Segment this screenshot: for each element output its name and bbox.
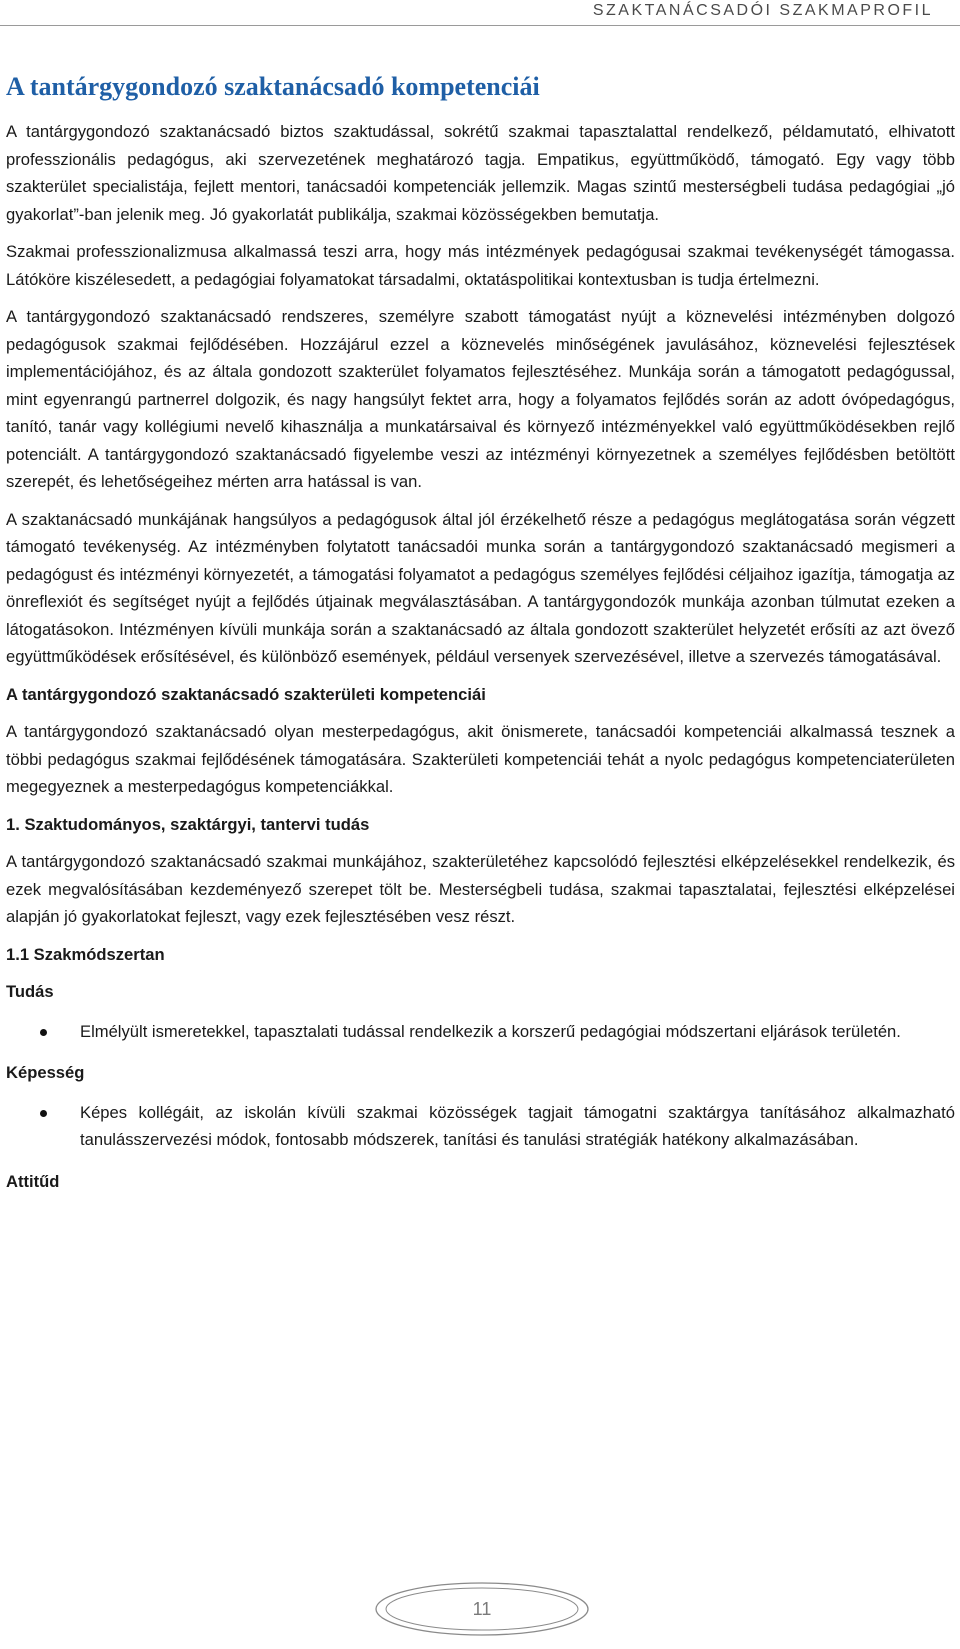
page-footer [372, 1580, 592, 1638]
bullet-icon [40, 1029, 47, 1036]
page-number: 11 [472, 1599, 492, 1619]
subsection-heading: 1. Szaktudományos, szaktárgyi, tantervi tudás [6, 814, 370, 834]
list-item-text: Elmélyült ismeretekkel, tapasztalati tudással rendelkezik a korszerű pedagógiai módszertani eljárások területén. [80, 1021, 901, 1041]
knowledge-list [6, 1018, 955, 1046]
bullet-icon [40, 1110, 47, 1117]
paragraph-support: A tantárgygondozó szaktanácsadó rendszeres, személyre szabott támogatást nyújt a köznevelési intézményben dolgozó pedagógusok szakmai fejlődésében. Hozzájárul ezzel a köznevelés minőségének javulásához, köznevelési fejlesztések implementációjához, és az általa gondozott szakterület folyamatos fejlesztéséhez. Munkája során a támogatott pedagógussal, mint egyenrangú partnerrel dolgozik, és nagy hangsúlyt fektet arra, hogy a folyamatos fejlődés során az adott óvópedagógus, tanító, tanár vagy kollégiumi nevelő kihasználja a munkatársaival és környező intézményekkel való együttműködésekben rejlő potenciált. A tantárgygondozó szaktanácsadó figyelembe veszi az intézményi környezetnek a személyes fejlődésben betöltött szerepét, és lehetőségeihez mérten arra hatással is van. [6, 307, 955, 491]
paragraph-professionalism: Szakmai professzionalizmusa alkalmassá teszi arra, hogy más intézmények pedagógusai szakmai tevékenységét támogassa. Látóköre kiszélesedett, a pedagógiai folyamatokat társadalmi, oktatáspolitikai kontextusban is tudja értelmezni. [6, 242, 955, 289]
subsubsection-heading: 1.1 Szakmódszertan [6, 944, 165, 964]
list-item [6, 1099, 955, 1154]
subsection-text: A tantárgygondozó szaktanácsadó szakmai munkájához, szakterületéhez kapcsolódó fejlesztési elképzelésekkel rendelkezik, és ezek megvalósításában kezdeményező szerepet tölt be. Mesterségbeli tudása, szakmai tapasztalatai, fejlesztési elképzelései alapján jó gyakorlatokat fejleszt, vagy ezek fejlesztésében vesz részt. [6, 852, 955, 926]
ability-label: Képesség [6, 1063, 85, 1082]
page-content [6, 70, 955, 1205]
ability-list [6, 1099, 955, 1154]
paragraph-visits: A szaktanácsadó munkájának hangsúlyos a pedagógusok által jól érzékelhető része a pedagógus meglátogatása során végzett támogató tevékenység. Az intézményben folytatott tanácsadói munka során a tantárgygondozó szaktanácsadó megismeri a pedagógust és intézményi környezetét, a támogatási folyamatot a pedagógus személyes fejlődési céljaihoz igazítja, támogatja az önreflexiót és segítséget nyújt a fejlődés útjainak megválasztásában. A tantárgygondozók munkája azonban túlmutat ezeken a látogatásokon. Intézményen kívüli munkája során a szaktanácsadó az általa gondozott szakterület helyzetét erősíti az azt övező együttműködések erősítésével, és különböző események, például versenyek szervezésével, illetve a szervezés támogatásával. [6, 509, 955, 666]
running-header: SZAKTANÁCSADÓI SZAKMAPROFIL [592, 2, 933, 19]
list-item [6, 1018, 955, 1046]
page-title: A tantárgygondozó szaktanácsadó kompetenciái [6, 72, 540, 101]
knowledge-label: Tudás [6, 982, 54, 1001]
header-divider [0, 25, 960, 26]
section-heading: A tantárgygondozó szaktanácsadó szakterületi kompetenciái [6, 684, 486, 704]
section-intro: A tantárgygondozó szaktanácsadó olyan mesterpedagógus, akit önismerete, tanácsadói kompetenciái alkalmassá tesznek a többi pedagógus szakmai fejlődésének támogatására. Szakterületi kompetenciái tehát a nyolc pedagógus kompetenciaterületen megegyeznek a mesterpedagógus kompetenciákkal. [6, 722, 955, 796]
attitude-label: Attitűd [6, 1171, 60, 1191]
paragraph-intro: A tantárgygondozó szaktanácsadó biztos szaktudással, sokrétű szakmai tapasztalattal rendelkező, példamutató, elhivatott professzionális pedagógus, aki szervezetének meghatározó tagja. Empatikus, együttműködő, támogató. Egy vagy több szakterület specialistája, fejlett mentori, tanácsadói kompetenciák jellemzik. Magas szintű mesterségbeli tudása pedagógiai „jó gyakorlat”-ban jelenik meg. Jó gyakorlatát publikálja, szakmai közösségekben bemutatja. [6, 122, 955, 224]
list-item-text: Képes kollégáit, az iskolán kívüli szakmai közösségek tagjait támogatni szaktárgya tanításához alkalmazható tanulásszervezési módok, fontosabb módszerek, tanítási és tanulási stratégiák hatékony alkalmazásában. [80, 1102, 955, 1149]
